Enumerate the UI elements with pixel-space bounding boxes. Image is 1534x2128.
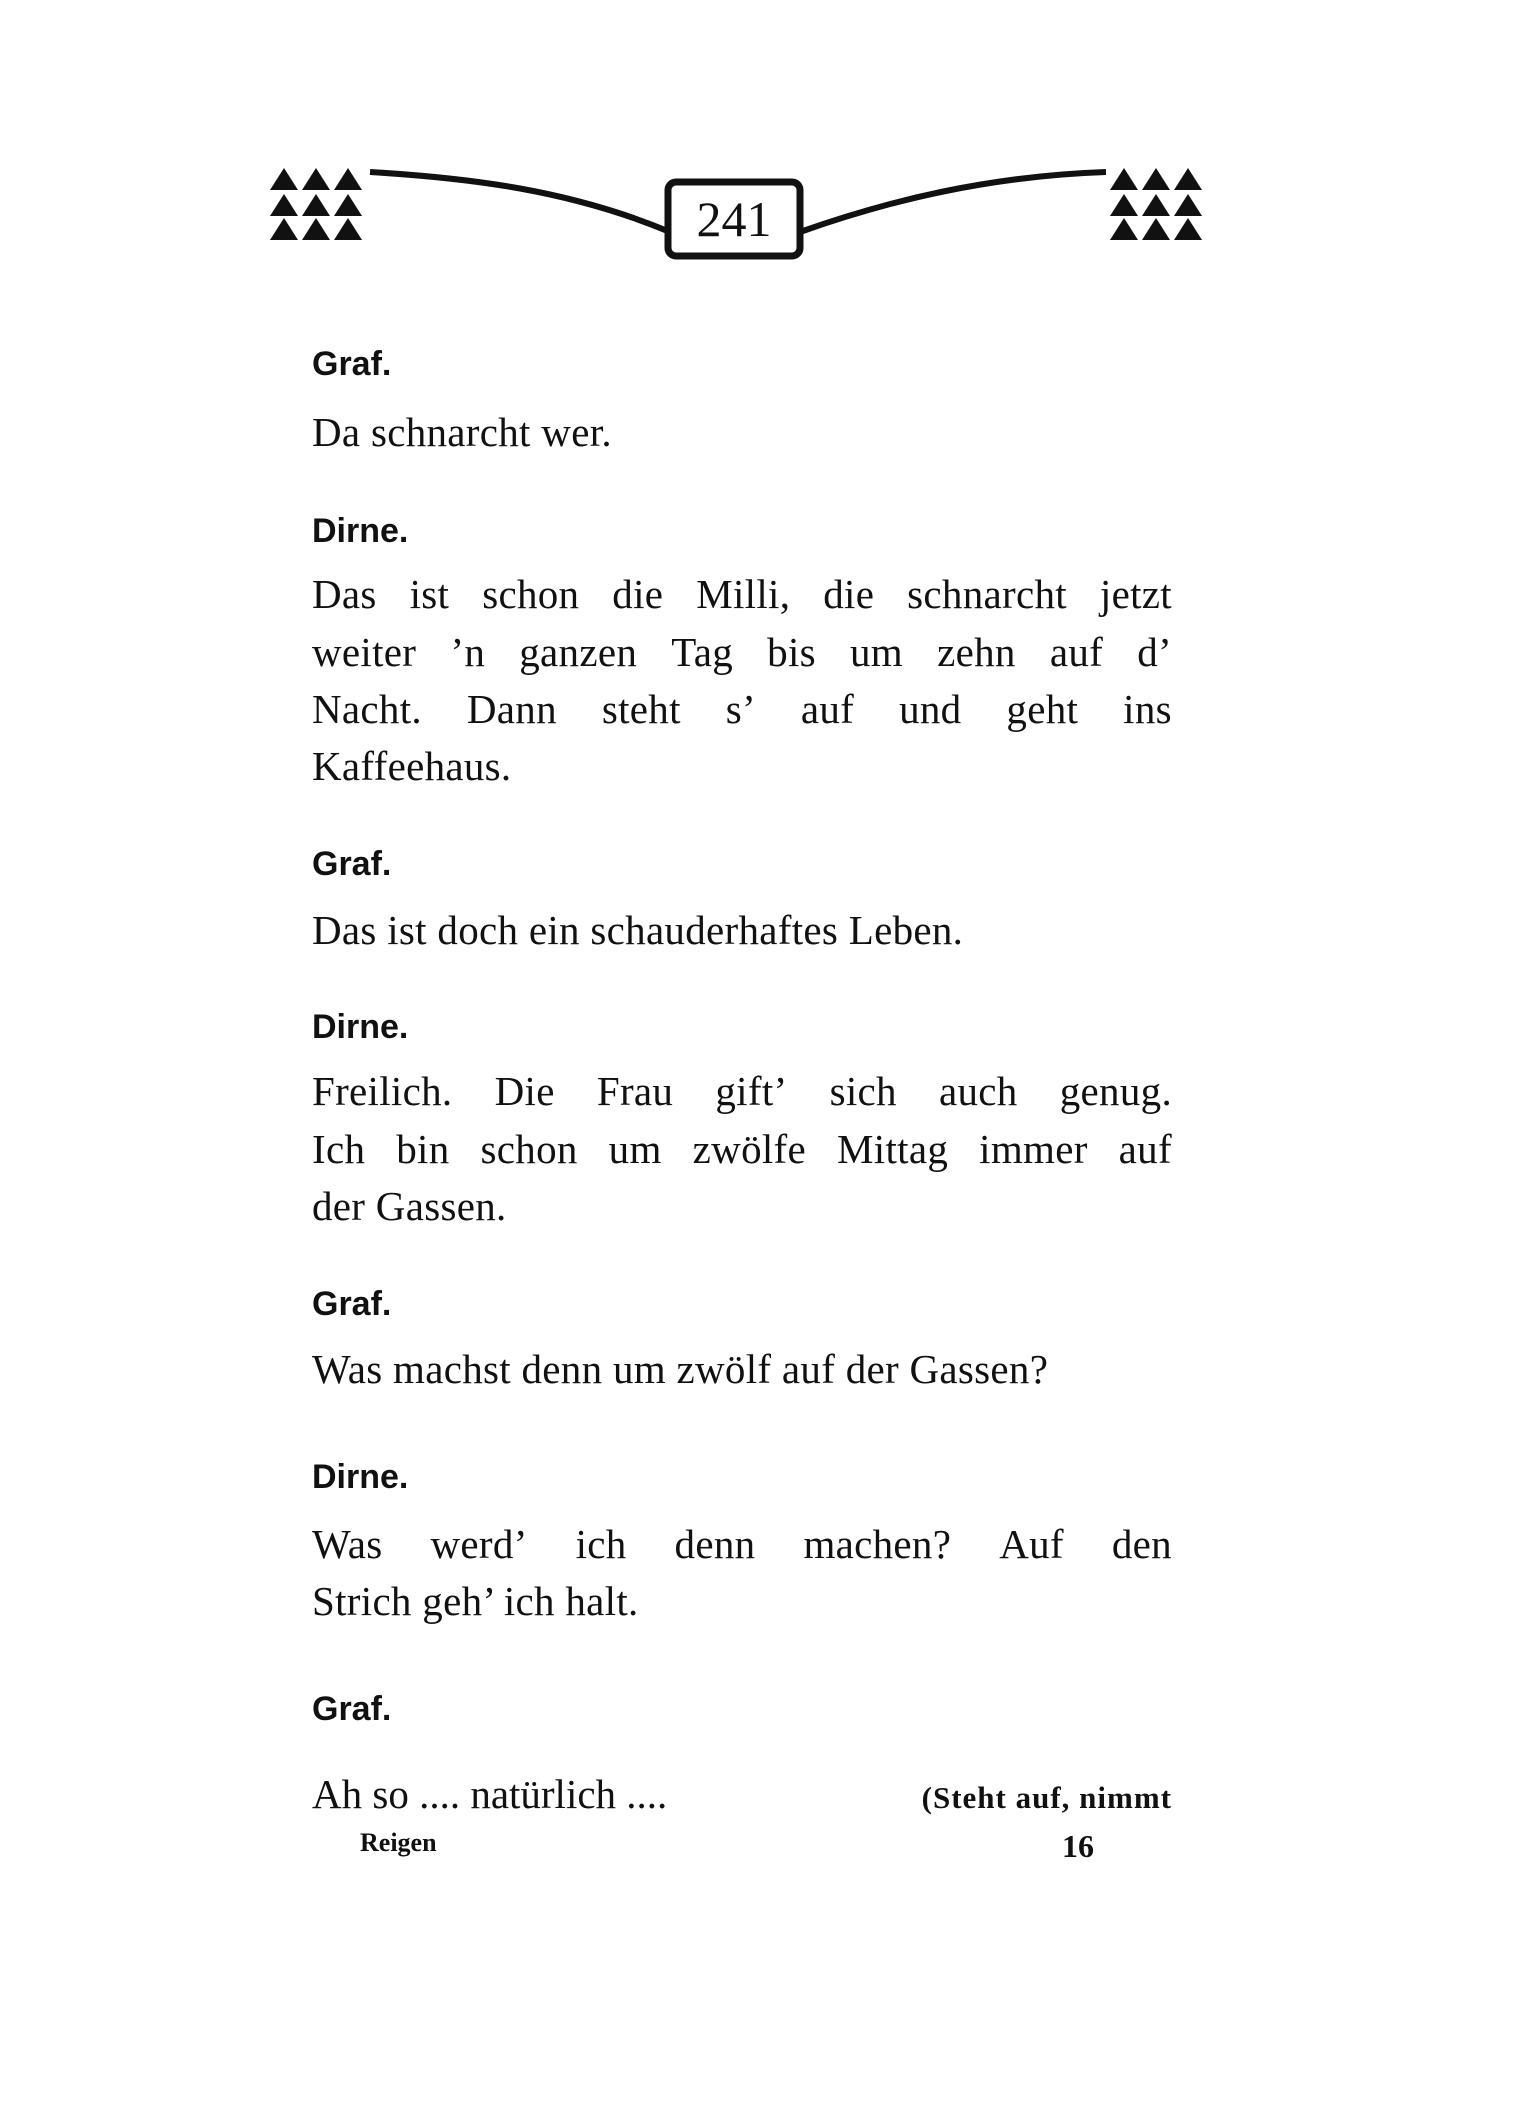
word: Milli, bbox=[696, 571, 791, 617]
speaker-label: Dirne. bbox=[312, 1458, 409, 1496]
word: bis bbox=[767, 629, 816, 675]
word: zehn bbox=[937, 629, 1016, 675]
word: auf bbox=[1118, 1126, 1172, 1172]
word: steht bbox=[601, 686, 681, 732]
dialogue-line: der Gassen. bbox=[312, 1183, 507, 1229]
word: ’n bbox=[450, 629, 486, 675]
word: jetzt bbox=[1099, 571, 1172, 617]
dialogue-line bbox=[312, 1067, 1172, 1115]
dialogue-line: Was machst denn um zwölf auf der Gassen? bbox=[312, 1346, 1049, 1392]
word: sich bbox=[829, 1068, 897, 1114]
word: ich bbox=[575, 1521, 627, 1567]
speaker-label: Graf. bbox=[312, 1690, 392, 1728]
speaker-label: Dirne. bbox=[312, 512, 409, 550]
word: schon bbox=[482, 571, 580, 617]
word: geht bbox=[1006, 686, 1079, 732]
word: Das bbox=[312, 571, 377, 617]
word: machen? bbox=[803, 1521, 952, 1567]
speaker-label: Graf. bbox=[312, 345, 392, 383]
word: Tag bbox=[671, 629, 734, 675]
left-triangle-ornament bbox=[270, 168, 362, 240]
word: die bbox=[612, 571, 664, 617]
word: gift’ bbox=[715, 1068, 788, 1114]
speaker-label: Graf. bbox=[312, 845, 392, 883]
word: weiter bbox=[312, 629, 417, 675]
word: Mittag bbox=[837, 1126, 949, 1172]
word: den bbox=[1111, 1521, 1172, 1567]
word: bin bbox=[396, 1126, 450, 1172]
dialogue-line: Strich geh’ ich halt. bbox=[312, 1578, 639, 1624]
word: schon bbox=[480, 1126, 578, 1172]
dialogue-text: Ah so .... natürlich .... bbox=[312, 1771, 668, 1817]
word: immer bbox=[979, 1126, 1088, 1172]
dialogue-line-final bbox=[312, 1770, 1172, 1818]
stage-direction: (Steht auf, nimmt bbox=[921, 1780, 1172, 1815]
word: auf bbox=[800, 686, 855, 732]
signature-number: 16 bbox=[1062, 1828, 1094, 1864]
word: schnarcht bbox=[907, 571, 1067, 617]
dialogue-line bbox=[312, 1520, 1172, 1568]
word: Dann bbox=[466, 686, 557, 732]
word: denn bbox=[674, 1521, 756, 1567]
word: auf bbox=[1049, 629, 1104, 675]
word: d’ bbox=[1137, 629, 1172, 675]
word: Was bbox=[312, 1521, 383, 1567]
word: Frau bbox=[596, 1068, 674, 1114]
word: auch bbox=[939, 1068, 1018, 1114]
word: ins bbox=[1123, 686, 1172, 732]
dialogue-line: Da schnarcht wer. bbox=[312, 409, 612, 455]
word: s’ bbox=[725, 686, 756, 732]
word: um bbox=[608, 1126, 662, 1172]
page-header-ornament bbox=[270, 160, 1210, 280]
right-triangle-ornament bbox=[1110, 168, 1202, 240]
word: Nacht. bbox=[312, 686, 422, 732]
dialogue-line: Kaffeehaus. bbox=[312, 743, 512, 789]
word: werd’ bbox=[430, 1521, 528, 1567]
word: ganzen bbox=[519, 629, 638, 675]
word: Die bbox=[494, 1068, 555, 1114]
speaker-label: Graf. bbox=[312, 1285, 392, 1323]
word: Freilich. bbox=[312, 1068, 453, 1114]
word: die bbox=[823, 571, 875, 617]
signature-mark: Reigen bbox=[360, 1828, 437, 1857]
dialogue-line bbox=[312, 628, 1172, 676]
dialogue-line bbox=[312, 570, 1172, 618]
dialogue-line bbox=[312, 685, 1172, 733]
word: zwölfe bbox=[692, 1126, 807, 1172]
word: genug. bbox=[1059, 1068, 1172, 1114]
speaker-label: Dirne. bbox=[312, 1008, 409, 1046]
page-number: 241 bbox=[696, 191, 772, 247]
dialogue-line bbox=[312, 1125, 1172, 1173]
word: um bbox=[850, 629, 903, 675]
dialogue-line: Das ist doch ein schauderhaftes Leben. bbox=[312, 907, 964, 953]
word: und bbox=[899, 686, 962, 732]
word: Auf bbox=[999, 1521, 1064, 1567]
word: ist bbox=[409, 571, 450, 617]
word: Ich bbox=[312, 1126, 366, 1172]
